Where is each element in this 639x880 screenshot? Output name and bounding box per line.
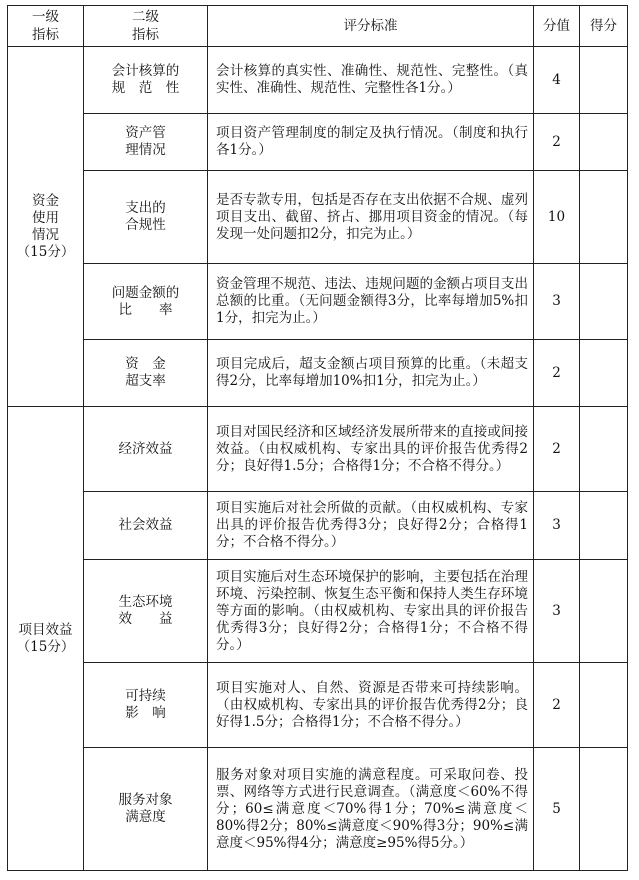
table-row: [8, 407, 628, 492]
level2-cell: 资产管 理情况: [84, 114, 208, 171]
score-value-cell: 3: [534, 560, 580, 663]
table-row: [8, 748, 628, 871]
score-value-cell: 2: [534, 114, 580, 171]
criteria-cell: 资金管理不规范、违法、违规问题的金额占项目支出总额的比重。（无问题金额得3分，比率每增加5%扣1分，扣完为止。）: [208, 264, 534, 340]
score-got-cell: [580, 492, 628, 560]
table-row: [8, 171, 628, 264]
level2-cell: 问题金额的 比 率: [84, 264, 208, 340]
score-value-cell: 5: [534, 748, 580, 871]
score-got-cell: [580, 114, 628, 171]
criteria-cell: 会计核算的真实性、准确性、规范性、完整性。（真实性、准确性、规范性、完整性各1分。）: [208, 47, 534, 114]
header-level1: 一级 指标: [8, 6, 84, 47]
header-level2: 二级 指标: [84, 6, 208, 47]
table-row: [8, 340, 628, 407]
level1-cell-benefits: 项目效益 （15分）: [8, 407, 84, 871]
header-row: [8, 6, 628, 47]
level2-cell: 会计核算的 规 范 性: [84, 47, 208, 114]
table-row: [8, 492, 628, 560]
criteria-cell: 项目资产管理制度的制定及执行情况。（制度和执行各1分。）: [208, 114, 534, 171]
score-got-cell: [580, 171, 628, 264]
level2-cell: 可持续 影 响: [84, 663, 208, 748]
table-row: [8, 114, 628, 171]
level2-cell: 经济效益: [84, 407, 208, 492]
criteria-cell: 是否专款专用，包括是否存在支出依据不合规、虚列项目支出、截留、挤占、挪用项目资金的情况。（每发现一处问题扣2分，扣完为止。）: [208, 171, 534, 264]
score-got-cell: [580, 663, 628, 748]
criteria-cell: 项目实施对人、自然、资源是否带来可持续影响。（由权威机构、专家出具的评价报告优秀得2分；良好得1.5分；合格得1分；不合格不得分。）: [208, 663, 534, 748]
level2-cell: 支出的 合规性: [84, 171, 208, 264]
table-row: [8, 264, 628, 340]
level2-cell: 资 金 超支率: [84, 340, 208, 407]
header-criteria: 评分标准: [208, 6, 534, 47]
level2-cell: 服务对象 满意度: [84, 748, 208, 871]
score-value-cell: 2: [534, 340, 580, 407]
score-got-cell: [580, 748, 628, 871]
table-row: [8, 663, 628, 748]
score-value-cell: 3: [534, 264, 580, 340]
score-value-cell: 10: [534, 171, 580, 264]
criteria-cell: 项目对国民经济和区域经济发展所带来的直接或间接效益。（由权威机构、专家出具的评价报告优秀得2分；良好得1.5分；合格得1分；不合格不得分。）: [208, 407, 534, 492]
level2-cell: 社会效益: [84, 492, 208, 560]
criteria-cell: 项目实施后对社会所做的贡献。（由权威机构、专家出具的评价报告优秀得3分；良好得2分；合格得1分；不合格不得分。）: [208, 492, 534, 560]
scoring-table: [7, 5, 628, 871]
header-score-value: 分值: [534, 6, 580, 47]
criteria-cell: 项目完成后，超支金额占项目预算的比重。（未超支得2分，比率每增加10%扣1分，扣完为止。）: [208, 340, 534, 407]
score-got-cell: [580, 560, 628, 663]
criteria-cell: 服务对象对项目实施的满意程度。可采取问卷、投票、网络等方式进行民意调查。（满意度＜60%不得分；60≤满意度＜70%得1分；70%≤满意度＜80%得2分；80%≤满意度＜90%得3分；90%≤满意度＜95%得4分；满意度≥95%得5分。）: [208, 748, 534, 871]
criteria-cell: 项目实施后对生态环境保护的影响，主要包括在治理环境、污染控制、恢复生态平衡和保持人类生存环境等方面的影响。（由权威机构、专家出具的评价报告优秀得3分；良好得2分；合格得1分；不合格不得分。）: [208, 560, 534, 663]
level1-cell-funds: 资金 使用 情况 （15分）: [8, 47, 84, 407]
score-value-cell: 2: [534, 407, 580, 492]
score-got-cell: [580, 47, 628, 114]
table-row: [8, 560, 628, 663]
table-row: [8, 47, 628, 114]
score-got-cell: [580, 340, 628, 407]
score-value-cell: 4: [534, 47, 580, 114]
header-score-got: 得分: [580, 6, 628, 47]
level2-cell: 生态环境 效 益: [84, 560, 208, 663]
score-value-cell: 3: [534, 492, 580, 560]
score-got-cell: [580, 407, 628, 492]
score-value-cell: 2: [534, 663, 580, 748]
score-got-cell: [580, 264, 628, 340]
